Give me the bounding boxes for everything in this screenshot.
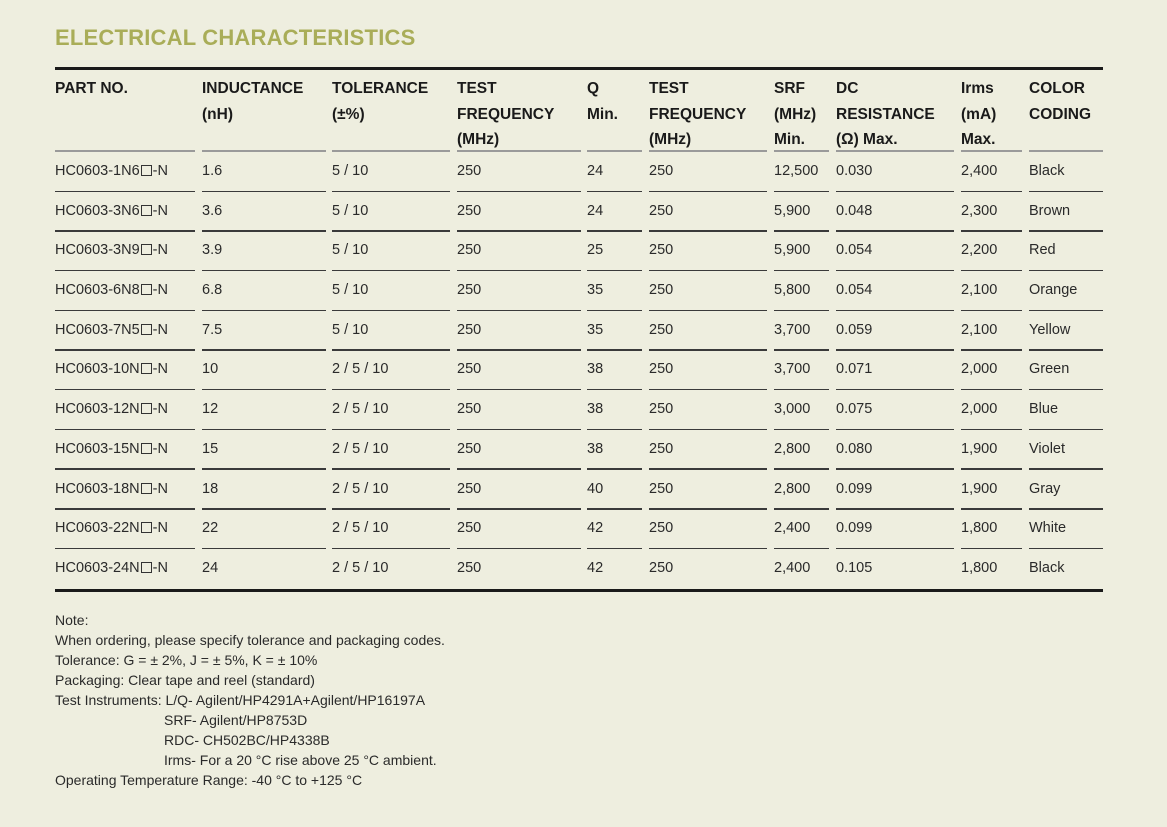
table-row bbox=[55, 391, 1103, 431]
cell-test-frequency: 250 bbox=[457, 361, 482, 378]
cell-irms: 1,900 bbox=[961, 440, 998, 457]
header-tolerance-line: (±%) bbox=[332, 105, 365, 123]
header-underline bbox=[774, 150, 829, 152]
header-underline bbox=[332, 150, 450, 152]
cell-irms: 2,100 bbox=[961, 282, 998, 299]
cell-color-coding: Yellow bbox=[1029, 321, 1071, 338]
table-header bbox=[55, 70, 1103, 153]
header-test-frequency bbox=[457, 76, 554, 153]
cell-q-min: 42 bbox=[587, 520, 604, 537]
cell-inductance: 24 bbox=[202, 559, 219, 576]
cell-srf: 3,700 bbox=[774, 361, 811, 378]
cell-test-frequency: 250 bbox=[457, 440, 482, 457]
header-test-frequency-line: TEST bbox=[457, 80, 497, 97]
cell-test-frequency: 250 bbox=[457, 163, 482, 179]
notes bbox=[55, 610, 445, 790]
header-irms-line: (mA) bbox=[961, 105, 997, 123]
header-test-frequency-2 bbox=[649, 76, 746, 153]
cell-inductance: 10 bbox=[202, 361, 219, 378]
tolerance-code-box-icon bbox=[141, 363, 152, 374]
cell-test-frequency-2: 250 bbox=[649, 282, 674, 299]
header-srf-line: (MHz) bbox=[774, 105, 817, 123]
cell-color-coding: Green bbox=[1029, 361, 1070, 378]
part-prefix: HC0603-3N9 bbox=[55, 242, 140, 259]
tolerance-code-box-icon bbox=[141, 244, 152, 255]
header-inductance bbox=[202, 76, 303, 127]
part-prefix: HC0603-22N bbox=[55, 520, 140, 537]
part-suffix: -N bbox=[152, 401, 168, 418]
cell-color-coding: Orange bbox=[1029, 282, 1078, 299]
part-suffix: -N bbox=[152, 520, 168, 537]
header-irms-line: Max. bbox=[961, 131, 996, 148]
cell-color-coding: White bbox=[1029, 520, 1067, 537]
notes-instruments-srf: SRF- Agilent/HP8753D bbox=[164, 712, 308, 728]
cell-srf: 3,000 bbox=[774, 401, 811, 418]
cell-test-frequency: 250 bbox=[457, 401, 482, 418]
cell-srf: 5,900 bbox=[774, 202, 811, 219]
cell-inductance: 3.9 bbox=[202, 242, 223, 259]
cell-q-min: 42 bbox=[587, 559, 604, 576]
cell-dc-resistance: 0.054 bbox=[836, 242, 873, 259]
header-dc-resistance-line: RESISTANCE bbox=[836, 105, 935, 123]
header-dc-resistance-line: DC bbox=[836, 80, 859, 97]
cell-part-no bbox=[55, 163, 168, 179]
header-dc-resistance bbox=[836, 76, 935, 153]
cell-part-no bbox=[55, 481, 168, 497]
part-suffix: -N bbox=[152, 480, 168, 497]
header-q-min-line: Min. bbox=[587, 105, 618, 123]
cell-test-frequency: 250 bbox=[457, 321, 482, 338]
table-row bbox=[55, 550, 1103, 590]
cell-test-frequency-2: 250 bbox=[649, 202, 674, 219]
part-prefix: HC0603-12N bbox=[55, 401, 140, 418]
cell-dc-resistance: 0.080 bbox=[836, 440, 873, 457]
notes-instruments-irms: Irms- For a 20 °C rise above 25 °C ambient. bbox=[164, 752, 437, 768]
header-srf-line: Min. bbox=[774, 131, 805, 148]
cell-irms: 2,200 bbox=[961, 242, 998, 259]
part-prefix: HC0603-10N bbox=[55, 361, 140, 378]
cell-part-no bbox=[55, 322, 168, 338]
cell-test-frequency-2: 250 bbox=[649, 361, 674, 378]
table-row bbox=[55, 431, 1103, 471]
cell-test-frequency: 250 bbox=[457, 202, 482, 219]
table-row bbox=[55, 312, 1103, 352]
header-underline bbox=[587, 150, 642, 152]
cell-part-no bbox=[55, 361, 168, 377]
tolerance-code-box-icon bbox=[141, 403, 152, 414]
header-q-min bbox=[587, 76, 618, 127]
part-suffix: -N bbox=[152, 163, 168, 179]
part-prefix: HC0603-7N5 bbox=[55, 321, 140, 338]
cell-color-coding: Brown bbox=[1029, 202, 1071, 219]
cell-srf: 2,800 bbox=[774, 480, 811, 497]
section-title: ELECTRICAL CHARACTERISTICS bbox=[55, 25, 416, 50]
header-color-coding-line: COLOR bbox=[1029, 80, 1085, 97]
header-part-no bbox=[55, 76, 128, 102]
cell-q-min: 24 bbox=[587, 163, 604, 179]
cell-dc-resistance: 0.054 bbox=[836, 282, 873, 299]
header-part-no-line: PART NO. bbox=[55, 80, 128, 97]
header-q-min-line: Q bbox=[587, 80, 600, 97]
cell-part-no bbox=[55, 282, 168, 298]
header-test-frequency-2-line: FREQUENCY bbox=[649, 105, 747, 123]
cell-test-frequency-2: 250 bbox=[649, 163, 674, 179]
header-test-frequency-2-line: (MHz) bbox=[649, 131, 692, 148]
table-row bbox=[55, 272, 1103, 312]
header-color-coding bbox=[1029, 76, 1091, 127]
cell-irms: 2,100 bbox=[961, 321, 998, 338]
header-dc-resistance-line: (Ω) Max. bbox=[836, 131, 898, 148]
header-underline bbox=[836, 150, 954, 152]
cell-test-frequency-2: 250 bbox=[649, 480, 674, 497]
cell-q-min: 38 bbox=[587, 440, 604, 457]
cell-dc-resistance: 0.075 bbox=[836, 401, 873, 418]
cell-part-no bbox=[55, 401, 168, 417]
cell-irms: 1,800 bbox=[961, 559, 998, 576]
cell-tolerance: 2 / 5 / 10 bbox=[332, 520, 389, 537]
cell-irms: 1,900 bbox=[961, 480, 998, 497]
header-srf bbox=[774, 76, 816, 153]
cell-q-min: 38 bbox=[587, 401, 604, 418]
cell-srf: 2,400 bbox=[774, 559, 811, 576]
notes-temperature: Operating Temperature Range: -40 °C to +125 °C bbox=[55, 772, 363, 788]
cell-inductance: 12 bbox=[202, 401, 219, 418]
cell-irms: 2,000 bbox=[961, 401, 998, 418]
part-suffix: -N bbox=[152, 202, 168, 219]
header-tolerance bbox=[332, 76, 428, 127]
electrical-characteristics-table bbox=[55, 67, 1103, 592]
cell-inductance: 7.5 bbox=[202, 321, 223, 338]
cell-dc-resistance: 0.099 bbox=[836, 480, 873, 497]
header-color-coding-line: CODING bbox=[1029, 105, 1091, 123]
header-underline bbox=[457, 150, 581, 152]
header-test-frequency-line: (MHz) bbox=[457, 131, 500, 148]
cell-inductance: 3.6 bbox=[202, 202, 223, 219]
cell-tolerance: 5 / 10 bbox=[332, 242, 369, 259]
cell-srf: 5,800 bbox=[774, 282, 811, 299]
cell-dc-resistance: 0.059 bbox=[836, 321, 873, 338]
notes-ordering: When ordering, please specify tolerance and packaging codes. bbox=[55, 632, 445, 648]
cell-irms: 2,400 bbox=[961, 163, 998, 179]
cell-test-frequency-2: 250 bbox=[649, 401, 674, 418]
cell-dc-resistance: 0.105 bbox=[836, 559, 873, 576]
cell-part-no bbox=[55, 441, 168, 457]
part-prefix: HC0603-3N6 bbox=[55, 202, 140, 219]
cell-dc-resistance: 0.048 bbox=[836, 202, 873, 219]
notes-instruments-rdc: RDC- CH502BC/HP4338B bbox=[164, 732, 330, 748]
cell-part-no bbox=[55, 242, 168, 258]
cell-test-frequency: 250 bbox=[457, 480, 482, 497]
cell-part-no bbox=[55, 520, 168, 536]
cell-test-frequency: 250 bbox=[457, 559, 482, 576]
table-row bbox=[55, 471, 1103, 511]
cell-irms: 2,000 bbox=[961, 361, 998, 378]
cell-test-frequency: 250 bbox=[457, 520, 482, 537]
cell-color-coding: Black bbox=[1029, 163, 1065, 179]
tolerance-code-box-icon bbox=[141, 165, 152, 176]
header-underline bbox=[649, 150, 767, 152]
cell-srf: 5,900 bbox=[774, 242, 811, 259]
part-suffix: -N bbox=[152, 559, 168, 576]
cell-srf: 2,400 bbox=[774, 520, 811, 537]
cell-tolerance: 5 / 10 bbox=[332, 163, 369, 179]
cell-inductance: 15 bbox=[202, 440, 219, 457]
cell-test-frequency-2: 250 bbox=[649, 559, 674, 576]
header-srf-line: SRF bbox=[774, 80, 805, 97]
cell-color-coding: Black bbox=[1029, 559, 1065, 576]
part-suffix: -N bbox=[152, 282, 168, 299]
tolerance-code-box-icon bbox=[141, 522, 152, 533]
tolerance-code-box-icon bbox=[141, 284, 152, 295]
cell-q-min: 38 bbox=[587, 361, 604, 378]
header-underline bbox=[55, 150, 195, 152]
cell-color-coding: Blue bbox=[1029, 401, 1059, 418]
header-inductance-line: INDUCTANCE bbox=[202, 80, 304, 97]
cell-irms: 1,800 bbox=[961, 520, 998, 537]
cell-color-coding: Gray bbox=[1029, 480, 1061, 497]
cell-inductance: 18 bbox=[202, 480, 219, 497]
cell-color-coding: Violet bbox=[1029, 440, 1066, 457]
notes-instruments-lq: Test Instruments: L/Q- Agilent/HP4291A+Agilent/HP16197A bbox=[55, 692, 426, 708]
tolerance-code-box-icon bbox=[141, 443, 152, 454]
cell-tolerance: 2 / 5 / 10 bbox=[332, 361, 389, 378]
cell-q-min: 35 bbox=[587, 321, 604, 338]
part-prefix: HC0603-15N bbox=[55, 440, 140, 457]
table-row bbox=[55, 153, 1103, 193]
cell-inductance: 1.6 bbox=[202, 163, 223, 179]
cell-q-min: 40 bbox=[587, 480, 604, 497]
header-irms bbox=[961, 76, 996, 153]
header-underline bbox=[202, 150, 326, 152]
tolerance-code-box-icon bbox=[141, 205, 152, 216]
table-body bbox=[55, 153, 1103, 590]
header-irms-line: Irms bbox=[961, 80, 994, 97]
part-prefix: HC0603-24N bbox=[55, 559, 140, 576]
part-suffix: -N bbox=[152, 321, 168, 338]
cell-part-no bbox=[55, 560, 168, 576]
header-underline bbox=[1029, 150, 1103, 152]
cell-tolerance: 5 / 10 bbox=[332, 321, 369, 338]
part-prefix: HC0603-6N8 bbox=[55, 282, 140, 299]
part-suffix: -N bbox=[152, 242, 168, 259]
cell-dc-resistance: 0.071 bbox=[836, 361, 873, 378]
cell-part-no bbox=[55, 203, 168, 219]
table-row bbox=[55, 232, 1103, 272]
cell-test-frequency-2: 250 bbox=[649, 520, 674, 537]
cell-srf: 3,700 bbox=[774, 321, 811, 338]
cell-color-coding: Red bbox=[1029, 242, 1056, 259]
notes-packaging: Packaging: Clear tape and reel (standard) bbox=[55, 672, 315, 688]
cell-tolerance: 2 / 5 / 10 bbox=[332, 440, 389, 457]
cell-q-min: 25 bbox=[587, 242, 604, 259]
notes-heading: Note: bbox=[55, 612, 89, 628]
header-inductance-line: (nH) bbox=[202, 105, 233, 123]
cell-test-frequency-2: 250 bbox=[649, 321, 674, 338]
header-test-frequency-2-line: TEST bbox=[649, 80, 689, 97]
notes-tolerance: Tolerance: G = ± 2%, J = ± 5%, K = ± 10% bbox=[55, 652, 318, 668]
cell-srf: 12,500 bbox=[774, 163, 819, 179]
table-row bbox=[55, 351, 1103, 391]
cell-dc-resistance: 0.030 bbox=[836, 163, 873, 179]
cell-tolerance: 2 / 5 / 10 bbox=[332, 401, 389, 418]
header-underline bbox=[961, 150, 1022, 152]
header-test-frequency-line: FREQUENCY bbox=[457, 105, 555, 123]
cell-irms: 2,300 bbox=[961, 202, 998, 219]
tolerance-code-box-icon bbox=[141, 562, 152, 573]
table-row bbox=[55, 193, 1103, 233]
cell-tolerance: 5 / 10 bbox=[332, 282, 369, 299]
cell-tolerance: 2 / 5 / 10 bbox=[332, 559, 389, 576]
cell-test-frequency: 250 bbox=[457, 282, 482, 299]
tolerance-code-box-icon bbox=[141, 324, 152, 335]
cell-inductance: 22 bbox=[202, 520, 219, 537]
cell-tolerance: 2 / 5 / 10 bbox=[332, 480, 389, 497]
cell-srf: 2,800 bbox=[774, 440, 811, 457]
cell-q-min: 35 bbox=[587, 282, 604, 299]
part-suffix: -N bbox=[152, 440, 168, 457]
cell-test-frequency: 250 bbox=[457, 242, 482, 259]
part-suffix: -N bbox=[152, 361, 168, 378]
header-tolerance-line: TOLERANCE bbox=[332, 80, 429, 97]
cell-test-frequency-2: 250 bbox=[649, 440, 674, 457]
cell-inductance: 6.8 bbox=[202, 282, 223, 299]
cell-q-min: 24 bbox=[587, 202, 604, 219]
table-row bbox=[55, 510, 1103, 550]
part-prefix: HC0603-1N6 bbox=[55, 163, 140, 179]
part-prefix: HC0603-18N bbox=[55, 480, 140, 497]
cell-dc-resistance: 0.099 bbox=[836, 520, 873, 537]
cell-test-frequency-2: 250 bbox=[649, 242, 674, 259]
tolerance-code-box-icon bbox=[141, 483, 152, 494]
cell-tolerance: 5 / 10 bbox=[332, 202, 369, 219]
